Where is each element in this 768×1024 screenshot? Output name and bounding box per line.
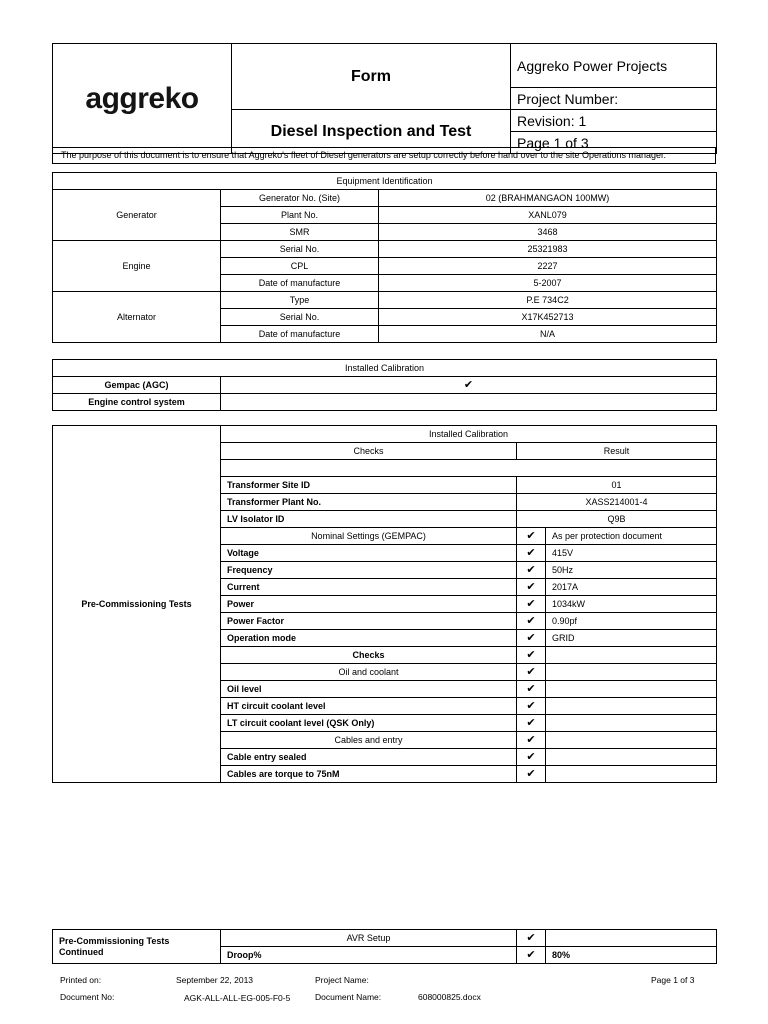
equipment-table — [52, 172, 717, 343]
calibration-title: Installed Calibration — [53, 360, 717, 377]
empty-result — [546, 647, 717, 664]
alternator-row-value: N/A — [379, 326, 717, 343]
header-table — [52, 43, 717, 154]
purpose-table — [52, 147, 716, 164]
document-no-value: AGK-ALL-ALL-EG-005-F0-5 — [184, 993, 291, 1003]
empty-result — [546, 698, 717, 715]
calibration-table — [52, 359, 717, 411]
project-number: Project Number: — [511, 88, 717, 110]
empty-result — [546, 749, 717, 766]
setting-label: Power — [221, 596, 517, 613]
droop-label: Droop% — [221, 947, 517, 964]
droop-value: 80% — [546, 947, 717, 964]
oil-row-label: LT circuit coolant level (QSK Only) — [221, 715, 517, 732]
engine-row-label: Serial No. — [221, 241, 379, 258]
engine-row-value: 5-2007 — [379, 275, 717, 292]
oil-row-label: Oil level — [221, 681, 517, 698]
setting-label: Operation mode — [221, 630, 517, 647]
document-title: Diesel Inspection and Test — [232, 110, 511, 154]
transformer-plant-no-label: Transformer Plant No. — [221, 494, 517, 511]
alternator-row-value: X17K452713 — [379, 309, 717, 326]
continued-label: Pre-Commissioning Tests Continued — [53, 930, 221, 964]
setting-value: 1034kW — [546, 596, 717, 613]
empty-result — [546, 681, 717, 698]
precommissioning-label: Pre-Commissioning Tests — [53, 426, 221, 783]
gempac-check-icon: ✔ — [221, 377, 717, 394]
check-icon: ✔ — [517, 630, 546, 647]
setting-label: Current — [221, 579, 517, 596]
transformer-plant-no-value: XASS214001-4 — [517, 494, 717, 511]
page-number: Page 1 of 3 — [511, 132, 717, 154]
setting-label: Power Factor — [221, 613, 517, 630]
nominal-settings-value: As per protection document — [546, 528, 717, 545]
check-icon: ✔ — [517, 947, 546, 964]
purpose-text: The purpose of this document is to ensure that Aggreko's fleet of Diesel generators are setup correctly before hand over to the site Operations manager. — [53, 148, 716, 164]
form-label: Form — [232, 44, 511, 110]
setting-label: Voltage — [221, 545, 517, 562]
avr-setup-label: AVR Setup — [221, 930, 517, 947]
document-name-value: 608000825.docx — [418, 992, 481, 1002]
gempac-label: Gempac (AGC) — [53, 377, 221, 394]
check-icon: ✔ — [517, 715, 546, 732]
oil-section-label: Oil and coolant — [221, 664, 517, 681]
continued-table — [52, 929, 717, 964]
alternator-row-value: P.E 734C2 — [379, 292, 717, 309]
result-header: Result — [517, 443, 717, 460]
printed-on-value: September 22, 2013 — [176, 975, 254, 985]
blank-row — [221, 460, 717, 477]
empty-result — [546, 766, 717, 783]
generator-row-label: Generator No. (Site) — [221, 190, 379, 207]
nominal-settings-label: Nominal Settings (GEMPAC) — [221, 528, 517, 545]
check-icon: ✔ — [517, 579, 546, 596]
check-icon: ✔ — [517, 664, 546, 681]
setting-value: 2017A — [546, 579, 717, 596]
empty-result — [546, 732, 717, 749]
setting-value: 50Hz — [546, 562, 717, 579]
check-icon: ✔ — [517, 732, 546, 749]
lv-isolator-id-value: Q9B — [517, 511, 717, 528]
precomm-calibration-title: Installed Calibration — [221, 426, 717, 443]
revision: Revision: 1 — [511, 110, 717, 132]
document-name-label: Document Name: — [315, 992, 382, 1002]
engine-label: Engine — [53, 241, 221, 292]
check-icon: ✔ — [517, 545, 546, 562]
checks-header: Checks — [221, 443, 517, 460]
lv-isolator-id-label: LV Isolator ID — [221, 511, 517, 528]
generator-row-value: XANL079 — [379, 207, 717, 224]
aggreko-logo: aggreko — [53, 44, 232, 154]
transformer-site-id-label: Transformer Site ID — [221, 477, 517, 494]
engine-control-label: Engine control system — [53, 394, 221, 411]
engine-row-value: 2227 — [379, 258, 717, 275]
footer-page-number: Page 1 of 3 — [651, 975, 695, 985]
engine-control-value — [221, 394, 717, 411]
setting-value: 0.90pf — [546, 613, 717, 630]
engine-row-label: Date of manufacture — [221, 275, 379, 292]
check-icon: ✔ — [517, 749, 546, 766]
check-icon: ✔ — [517, 766, 546, 783]
cable-row-label: Cables are torque to 75nM — [221, 766, 517, 783]
cable-row-label: Cable entry sealed — [221, 749, 517, 766]
printed-on-label: Printed on: — [60, 975, 102, 985]
generator-row-value: 02 (BRAHMANGAON 100MW) — [379, 190, 717, 207]
check-icon: ✔ — [517, 562, 546, 579]
company-name: Aggreko Power Projects — [511, 44, 717, 88]
check-icon: ✔ — [517, 681, 546, 698]
check-icon: ✔ — [517, 613, 546, 630]
engine-row-value: 25321983 — [379, 241, 717, 258]
alternator-label: Alternator — [53, 292, 221, 343]
check-icon: ✔ — [517, 930, 546, 947]
alternator-row-label: Type — [221, 292, 379, 309]
engine-row-label: CPL — [221, 258, 379, 275]
check-icon: ✔ — [517, 596, 546, 613]
equipment-title: Equipment Identification — [53, 173, 717, 190]
precommissioning-table — [52, 425, 717, 783]
alternator-row-label: Serial No. — [221, 309, 379, 326]
setting-value: GRID — [546, 630, 717, 647]
check-icon: ✔ — [517, 647, 546, 664]
generator-row-label: Plant No. — [221, 207, 379, 224]
check-icon: ✔ — [517, 698, 546, 715]
oil-row-label: HT circuit coolant level — [221, 698, 517, 715]
alternator-row-label: Date of manufacture — [221, 326, 379, 343]
document-no-label: Document No: — [60, 992, 115, 1002]
empty-result — [546, 930, 717, 947]
transformer-site-id-value: 01 — [517, 477, 717, 494]
empty-result — [546, 715, 717, 732]
generator-row-label: SMR — [221, 224, 379, 241]
cables-section-label: Cables and entry — [221, 732, 517, 749]
check-icon: ✔ — [517, 528, 546, 545]
checks-section-label: Checks — [221, 647, 517, 664]
project-name-label: Project Name: — [315, 975, 369, 985]
empty-result — [546, 664, 717, 681]
setting-label: Frequency — [221, 562, 517, 579]
setting-value: 415V — [546, 545, 717, 562]
generator-label: Generator — [53, 190, 221, 241]
generator-row-value: 3468 — [379, 224, 717, 241]
